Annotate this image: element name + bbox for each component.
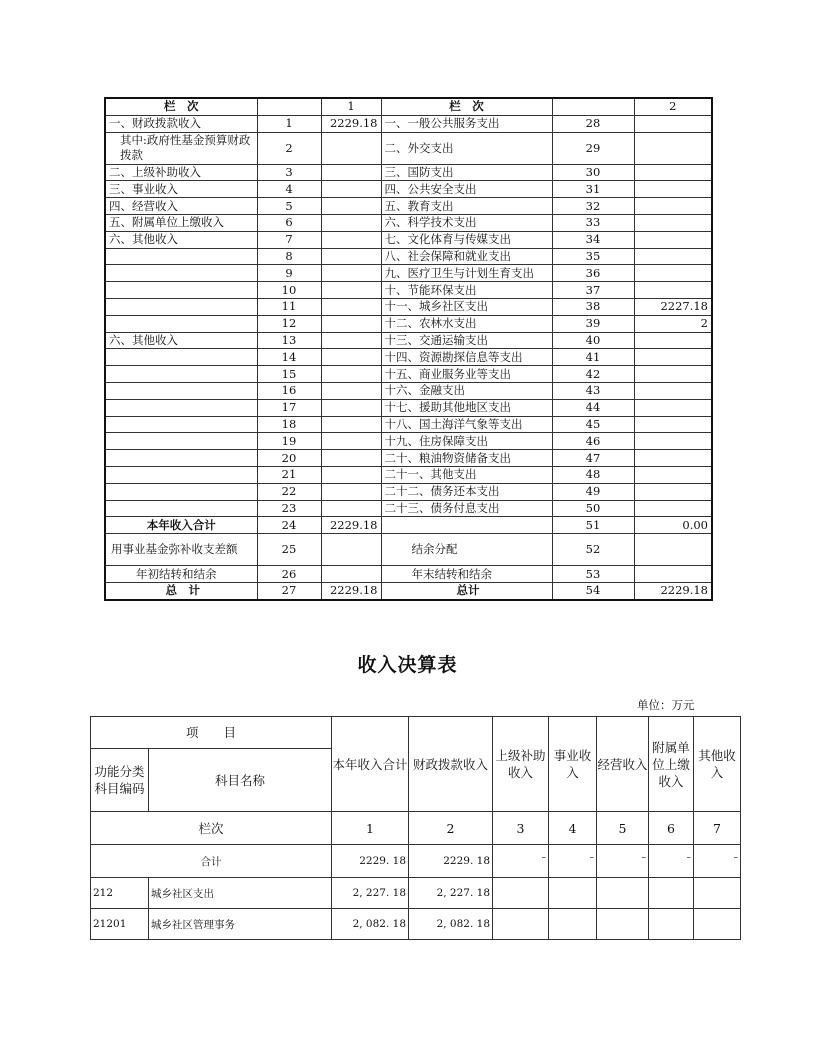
cell-value: 2, 227. 18 — [332, 878, 409, 909]
total-value: 2229. 18 — [409, 845, 493, 878]
header-blank — [257, 98, 321, 115]
right-amount — [634, 349, 712, 366]
left-row-number: 22 — [257, 483, 321, 500]
right-amount: 2227.18 — [634, 298, 712, 315]
left-row-number: 14 — [257, 349, 321, 366]
left-amount — [321, 231, 381, 248]
header-left-num: 1 — [321, 98, 381, 115]
left-item-label: 本年收入合计 — [105, 517, 257, 534]
right-row-number: 41 — [552, 349, 634, 366]
left-amount — [321, 366, 381, 383]
cell-value: 2, 227. 18 — [409, 878, 493, 909]
right-amount — [634, 332, 712, 349]
right-row-number: 31 — [552, 181, 634, 198]
left-amount — [321, 534, 381, 566]
column-index-row — [91, 812, 741, 845]
left-row-number: 6 — [257, 214, 321, 231]
left-row-number: 8 — [257, 248, 321, 265]
right-row-number: 48 — [552, 466, 634, 483]
table-row — [105, 399, 712, 416]
total-row — [91, 845, 741, 878]
right-amount — [634, 382, 712, 399]
left-item-label — [105, 483, 257, 500]
header-right-label: 栏 次 — [381, 98, 552, 115]
left-row-number: 16 — [257, 382, 321, 399]
right-amount — [634, 231, 712, 248]
right-item-label: 十三、交通运输支出 — [381, 332, 552, 349]
right-item-label: 十七、援助其他地区支出 — [381, 399, 552, 416]
right-item-label: 年末结转和结余 — [381, 566, 552, 583]
left-amount — [321, 214, 381, 231]
left-row-number: 21 — [257, 466, 321, 483]
left-row-number: 4 — [257, 181, 321, 198]
left-row-number: 13 — [257, 332, 321, 349]
left-item-label: 其中:政府性基金预算财政拨款 — [105, 132, 257, 164]
table-row — [105, 282, 712, 299]
column-index-number: 4 — [549, 812, 597, 845]
left-item-label: 年初结转和结余 — [105, 566, 257, 583]
right-item-label: 十八、国土海洋气象等支出 — [381, 416, 552, 433]
table-row — [91, 878, 741, 909]
left-amount — [321, 315, 381, 332]
column-index-number: 5 — [597, 812, 649, 845]
left-item-label: 四、经营收入 — [105, 198, 257, 215]
left-item-label: 五、附属单位上缴收入 — [105, 214, 257, 231]
left-item-label — [105, 500, 257, 517]
left-amount: 2229.18 — [321, 115, 381, 132]
left-row-number: 15 — [257, 366, 321, 383]
table-row — [105, 198, 712, 215]
left-amount — [321, 198, 381, 215]
left-amount — [321, 483, 381, 500]
right-item-label: 二、外交支出 — [381, 132, 552, 164]
left-row-number: 7 — [257, 231, 321, 248]
right-amount: 2229.18 — [634, 582, 712, 599]
right-amount — [634, 248, 712, 265]
total-value: 2229. 18 — [332, 845, 409, 878]
right-amount — [634, 466, 712, 483]
left-row-number: 24 — [257, 517, 321, 534]
left-amount — [321, 164, 381, 181]
right-row-number: 45 — [552, 416, 634, 433]
income-expenditure-summary-table — [104, 97, 713, 601]
income-final-accounts-table — [90, 716, 741, 940]
left-row-number: 25 — [257, 534, 321, 566]
right-amount — [634, 282, 712, 299]
column-index-number: 1 — [332, 812, 409, 845]
left-item-label — [105, 416, 257, 433]
header-col-4: 事业收入 — [549, 717, 597, 812]
right-amount — [634, 534, 712, 566]
cell-value — [493, 878, 549, 909]
table-row — [105, 181, 712, 198]
right-row-number: 43 — [552, 382, 634, 399]
left-amount — [321, 181, 381, 198]
left-item-label — [105, 450, 257, 467]
right-amount — [634, 181, 712, 198]
header-col-5: 经营收入 — [597, 717, 649, 812]
left-row-number: 20 — [257, 450, 321, 467]
left-item-label: 二、上级补助收入 — [105, 164, 257, 181]
left-amount — [321, 349, 381, 366]
right-amount — [634, 265, 712, 282]
right-item-label: 九、医疗卫生与计划生育支出 — [381, 265, 552, 282]
right-row-number: 49 — [552, 483, 634, 500]
left-amount — [321, 265, 381, 282]
right-item-label: 十五、商业服务业等支出 — [381, 366, 552, 383]
left-row-number: 18 — [257, 416, 321, 433]
left-item-label — [105, 349, 257, 366]
left-amount — [321, 132, 381, 164]
right-item-label: 总计 — [381, 582, 552, 599]
right-amount — [634, 164, 712, 181]
table-row — [105, 214, 712, 231]
right-item-label: 八、社会保障和就业支出 — [381, 248, 552, 265]
table-row — [105, 582, 712, 599]
left-row-number: 12 — [257, 315, 321, 332]
left-amount — [321, 298, 381, 315]
left-amount: 2229.18 — [321, 582, 381, 599]
right-item-label: 十二、农林水支出 — [381, 315, 552, 332]
cell-value — [493, 909, 549, 940]
table-row — [105, 466, 712, 483]
left-amount — [321, 416, 381, 433]
right-item-label: 十、节能环保支出 — [381, 282, 552, 299]
total-value: – — [549, 845, 597, 878]
right-row-number: 44 — [552, 399, 634, 416]
left-row-number: 5 — [257, 198, 321, 215]
left-item-label — [105, 265, 257, 282]
right-row-number: 37 — [552, 282, 634, 299]
left-item-label — [105, 298, 257, 315]
table-row — [105, 382, 712, 399]
right-item-label: 十四、资源勘探信息等支出 — [381, 349, 552, 366]
right-row-number: 28 — [552, 115, 634, 132]
left-row-number: 3 — [257, 164, 321, 181]
table-row — [105, 483, 712, 500]
table-row — [105, 517, 712, 534]
table-row — [105, 231, 712, 248]
left-amount — [321, 282, 381, 299]
total-value: – — [649, 845, 694, 878]
subject-name: 城乡社区管理事务 — [149, 909, 332, 940]
cell-value — [694, 878, 741, 909]
header-blank — [552, 98, 634, 115]
right-amount — [634, 132, 712, 164]
left-amount — [321, 399, 381, 416]
right-item-label: 五、教育支出 — [381, 198, 552, 215]
right-amount: 0.00 — [634, 517, 712, 534]
left-amount — [321, 382, 381, 399]
subject-name: 城乡社区支出 — [149, 878, 332, 909]
cell-value — [597, 909, 649, 940]
column-index-number: 3 — [493, 812, 549, 845]
left-item-label — [105, 282, 257, 299]
left-amount — [321, 466, 381, 483]
right-amount — [634, 566, 712, 583]
table-row — [105, 315, 712, 332]
cell-value — [649, 878, 694, 909]
right-row-number: 34 — [552, 231, 634, 248]
left-row-number: 1 — [257, 115, 321, 132]
header-left-label: 栏 次 — [105, 98, 257, 115]
column-index-label: 栏次 — [91, 812, 332, 845]
right-row-number: 47 — [552, 450, 634, 467]
cell-value — [549, 878, 597, 909]
total-label: 合计 — [91, 845, 332, 878]
right-row-number: 54 — [552, 582, 634, 599]
header-col-6: 附属单位上缴收入 — [649, 717, 694, 812]
right-row-number: 32 — [552, 198, 634, 215]
left-item-label — [105, 315, 257, 332]
right-amount — [634, 416, 712, 433]
table-row — [105, 433, 712, 450]
table-row — [105, 450, 712, 467]
table-row — [105, 566, 712, 583]
header-col-1: 本年收入合计 — [332, 717, 409, 812]
right-row-number: 36 — [552, 265, 634, 282]
header-name: 科目名称 — [149, 749, 332, 812]
left-item-label — [105, 433, 257, 450]
left-amount — [321, 566, 381, 583]
right-item-label: 七、文化体育与传媒支出 — [381, 231, 552, 248]
right-amount — [634, 399, 712, 416]
header-col-7: 其他收入 — [694, 717, 741, 812]
table-row — [105, 349, 712, 366]
right-amount — [634, 483, 712, 500]
cell-value — [549, 909, 597, 940]
table-row — [91, 909, 741, 940]
right-row-number: 29 — [552, 132, 634, 164]
left-amount — [321, 500, 381, 517]
subject-code: 21201 — [91, 909, 149, 940]
left-item-label: 六、其他收入 — [105, 332, 257, 349]
right-row-number: 40 — [552, 332, 634, 349]
left-amount — [321, 433, 381, 450]
column-index-number: 7 — [694, 812, 741, 845]
right-row-number: 50 — [552, 500, 634, 517]
right-row-number: 52 — [552, 534, 634, 566]
table-row — [105, 115, 712, 132]
right-row-number: 35 — [552, 248, 634, 265]
header-right-num: 2 — [634, 98, 712, 115]
right-row-number: 38 — [552, 298, 634, 315]
left-row-number: 23 — [257, 500, 321, 517]
cell-value: 2, 082. 18 — [409, 909, 493, 940]
right-amount — [634, 433, 712, 450]
right-amount — [634, 198, 712, 215]
right-item-label — [381, 517, 552, 534]
header-col-2: 财政拨款收入 — [409, 717, 493, 812]
subject-code: 212 — [91, 878, 149, 909]
right-item-label: 十九、住房保障支出 — [381, 433, 552, 450]
right-item-label: 二十一、其他支出 — [381, 466, 552, 483]
cell-value — [597, 878, 649, 909]
right-row-number: 39 — [552, 315, 634, 332]
left-item-label: 用事业基金弥补收支差额 — [105, 534, 257, 566]
unit-label: 单位：万元 — [637, 698, 695, 712]
total-value: – — [694, 845, 741, 878]
header-project: 项 目 — [91, 717, 332, 749]
table-row — [105, 164, 712, 181]
total-value: – — [597, 845, 649, 878]
left-row-number: 27 — [257, 582, 321, 599]
table-row — [105, 534, 712, 566]
left-row-number: 11 — [257, 298, 321, 315]
left-amount: 2229.18 — [321, 517, 381, 534]
right-row-number: 30 — [552, 164, 634, 181]
right-row-number: 33 — [552, 214, 634, 231]
table-row — [105, 248, 712, 265]
right-row-number: 42 — [552, 366, 634, 383]
right-item-label: 四、公共安全支出 — [381, 181, 552, 198]
right-item-label: 二十二、债务还本支出 — [381, 483, 552, 500]
left-amount — [321, 450, 381, 467]
column-index-number: 6 — [649, 812, 694, 845]
page-title: 收入决算表 — [357, 654, 458, 676]
right-item-label: 六、科学技术支出 — [381, 214, 552, 231]
left-item-label — [105, 248, 257, 265]
right-item-label: 一、一般公共服务支出 — [381, 115, 552, 132]
header-code: 功能分类科目编码 — [91, 749, 149, 812]
right-item-label: 十六、金融支出 — [381, 382, 552, 399]
left-row-number: 26 — [257, 566, 321, 583]
table-row — [105, 366, 712, 383]
right-row-number: 53 — [552, 566, 634, 583]
left-item-label: 总 计 — [105, 582, 257, 599]
left-amount — [321, 332, 381, 349]
left-item-label — [105, 366, 257, 383]
right-item-label: 三、国防支出 — [381, 164, 552, 181]
table-row — [105, 298, 712, 315]
left-row-number: 2 — [257, 132, 321, 164]
left-item-label — [105, 382, 257, 399]
right-amount — [634, 366, 712, 383]
cell-value — [649, 909, 694, 940]
right-item-label: 结余分配 — [381, 534, 552, 566]
left-item-label: 三、事业收入 — [105, 181, 257, 198]
table-row — [105, 500, 712, 517]
right-amount — [634, 115, 712, 132]
header-row-project — [91, 717, 741, 749]
right-amount — [634, 500, 712, 517]
right-amount — [634, 214, 712, 231]
column-index-number: 2 — [409, 812, 493, 845]
right-item-label: 二十、粮油物资储备支出 — [381, 450, 552, 467]
left-item-label: 一、财政拨款收入 — [105, 115, 257, 132]
cell-value: 2, 082. 18 — [332, 909, 409, 940]
table-row — [105, 265, 712, 282]
table-row — [105, 132, 712, 164]
table-row — [105, 416, 712, 433]
table-header-row — [105, 98, 712, 115]
header-col-3: 上级补助收入 — [493, 717, 549, 812]
cell-value — [694, 909, 741, 940]
left-item-label: 六、其他收入 — [105, 231, 257, 248]
left-row-number: 19 — [257, 433, 321, 450]
right-item-label: 二十三、债务付息支出 — [381, 500, 552, 517]
left-item-label — [105, 466, 257, 483]
right-item-label: 十一、城乡社区支出 — [381, 298, 552, 315]
right-row-number: 51 — [552, 517, 634, 534]
left-amount — [321, 248, 381, 265]
left-row-number: 17 — [257, 399, 321, 416]
left-row-number: 10 — [257, 282, 321, 299]
table-row — [105, 332, 712, 349]
right-amount: 2 — [634, 315, 712, 332]
left-item-label — [105, 399, 257, 416]
left-row-number: 9 — [257, 265, 321, 282]
right-amount — [634, 450, 712, 467]
total-value: – — [493, 845, 549, 878]
right-row-number: 46 — [552, 433, 634, 450]
